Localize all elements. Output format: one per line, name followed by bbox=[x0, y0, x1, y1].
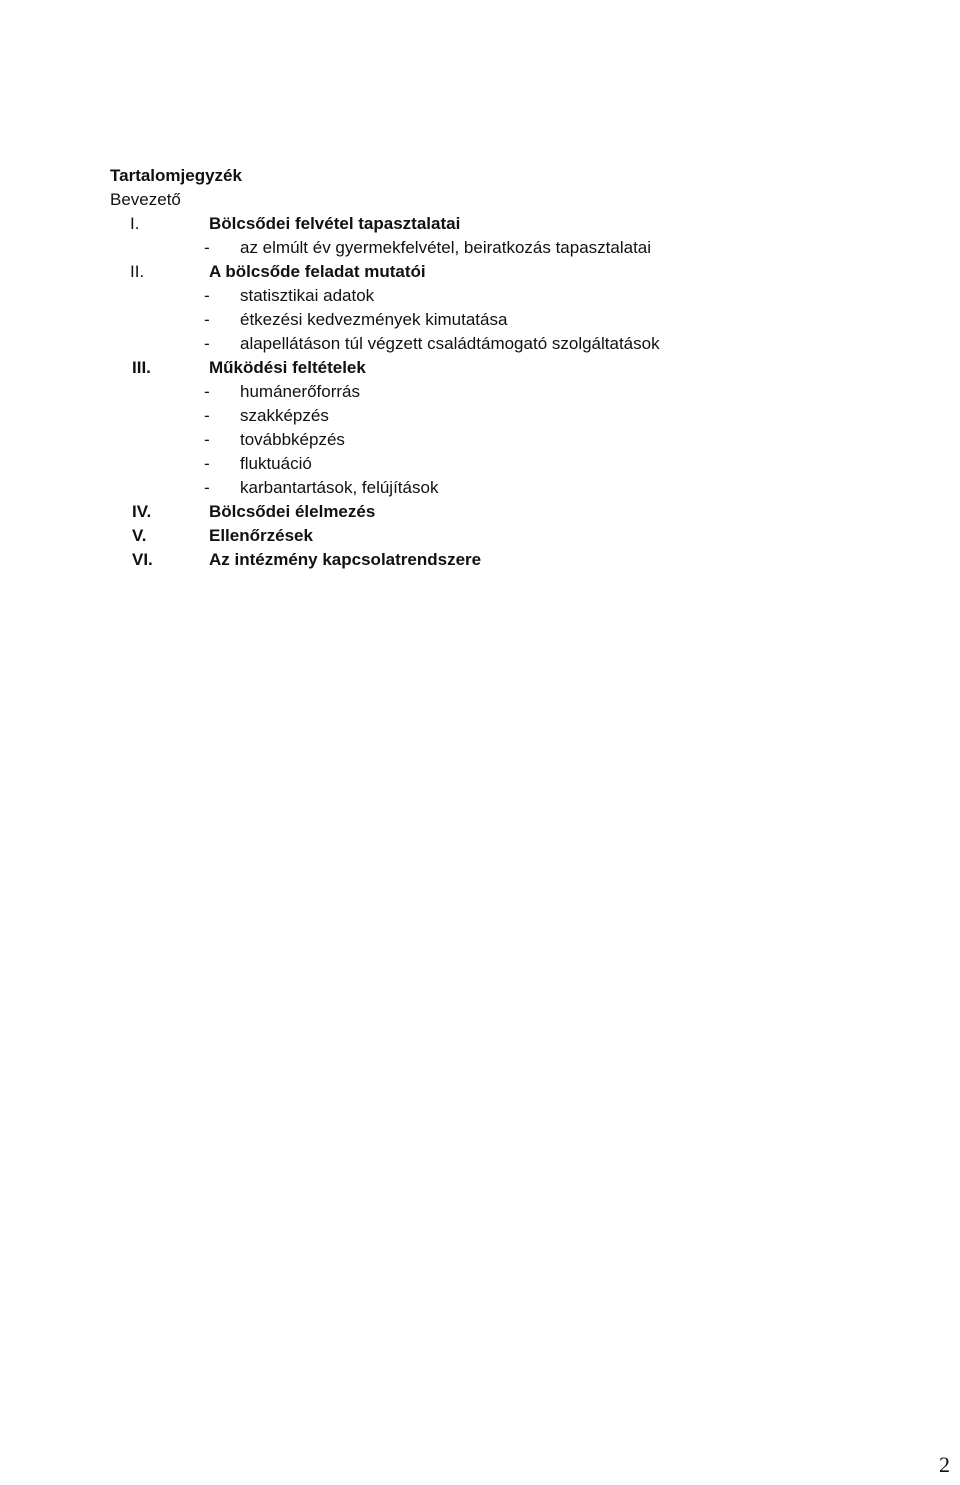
dash-bullet: - bbox=[204, 478, 210, 497]
toc-subitem bbox=[110, 332, 810, 356]
toc-entry-intro: Bevezető bbox=[110, 190, 181, 209]
chapter-numeral: IV. bbox=[132, 502, 152, 521]
toc-subitem bbox=[110, 308, 810, 332]
dash-bullet: - bbox=[204, 382, 210, 401]
dash-bullet: - bbox=[204, 430, 210, 449]
subitem-text: szakképzés bbox=[240, 406, 329, 425]
chapter-title: Az intézmény kapcsolatrendszere bbox=[209, 550, 482, 569]
chapter-title: Bölcsődei élelmezés bbox=[209, 502, 376, 521]
toc-chapter-row bbox=[110, 260, 810, 284]
subitem-text: humánerőforrás bbox=[240, 382, 361, 401]
toc-chapter-row bbox=[110, 500, 810, 524]
subitem-text: az elmúlt év gyermekfelvétel, beiratkozás tapasztalatai bbox=[240, 238, 652, 257]
page-number: 2 bbox=[939, 1452, 950, 1477]
toc-chapter-row bbox=[110, 356, 810, 380]
chapter-numeral: VI. bbox=[132, 550, 153, 569]
dash-bullet: - bbox=[204, 406, 210, 425]
subitem-text: étkezési kedvezmények kimutatása bbox=[240, 310, 508, 329]
chapter-title: A bölcsőde feladat mutatói bbox=[209, 262, 426, 281]
dash-bullet: - bbox=[204, 334, 210, 353]
toc-chapter-3 bbox=[110, 356, 810, 500]
toc-subitem bbox=[110, 284, 810, 308]
chapter-title: Működési feltételek bbox=[209, 358, 366, 377]
toc-subitem bbox=[110, 236, 810, 260]
subitem-text: statisztikai adatok bbox=[240, 286, 375, 305]
subitem-text: alapellátáson túl végzett családtámogató szolgáltatások bbox=[240, 334, 660, 353]
dash-bullet: - bbox=[204, 286, 210, 305]
chapter-title: Ellenőrzések bbox=[209, 526, 313, 545]
toc-chapter-6 bbox=[110, 548, 810, 572]
chapter-subitems bbox=[110, 284, 810, 356]
chapter-subitems bbox=[110, 236, 810, 260]
toc-chapter-row bbox=[110, 524, 810, 548]
toc-chapter-1 bbox=[110, 212, 810, 260]
subitem-text: karbantartások, felújítások bbox=[240, 478, 439, 497]
dash-bullet: - bbox=[204, 454, 210, 473]
chapter-numeral: I. bbox=[130, 214, 140, 233]
toc-heading: Tartalomjegyzék bbox=[110, 166, 242, 185]
toc-subitem bbox=[110, 380, 810, 404]
chapter-numeral: V. bbox=[132, 526, 147, 545]
toc-chapter-5 bbox=[110, 524, 810, 548]
dash-bullet: - bbox=[204, 310, 210, 329]
chapter-title: Bölcsődei felvétel tapasztalatai bbox=[209, 214, 461, 233]
toc-chapter-4 bbox=[110, 500, 810, 524]
chapter-subitems bbox=[110, 380, 810, 500]
toc-subitem bbox=[110, 404, 810, 428]
table-of-contents bbox=[110, 164, 810, 572]
toc-chapter-row bbox=[110, 548, 810, 572]
toc-chapter-2 bbox=[110, 260, 810, 356]
toc-subitem bbox=[110, 452, 810, 476]
toc-subitem bbox=[110, 476, 810, 500]
dash-bullet: - bbox=[204, 238, 210, 257]
chapter-numeral: III. bbox=[132, 358, 151, 377]
chapter-numeral: II. bbox=[130, 262, 145, 281]
subitem-text: továbbképzés bbox=[240, 430, 345, 449]
subitem-text: fluktuáció bbox=[240, 454, 312, 473]
toc-chapter-row bbox=[110, 212, 810, 236]
toc-subitem bbox=[110, 428, 810, 452]
